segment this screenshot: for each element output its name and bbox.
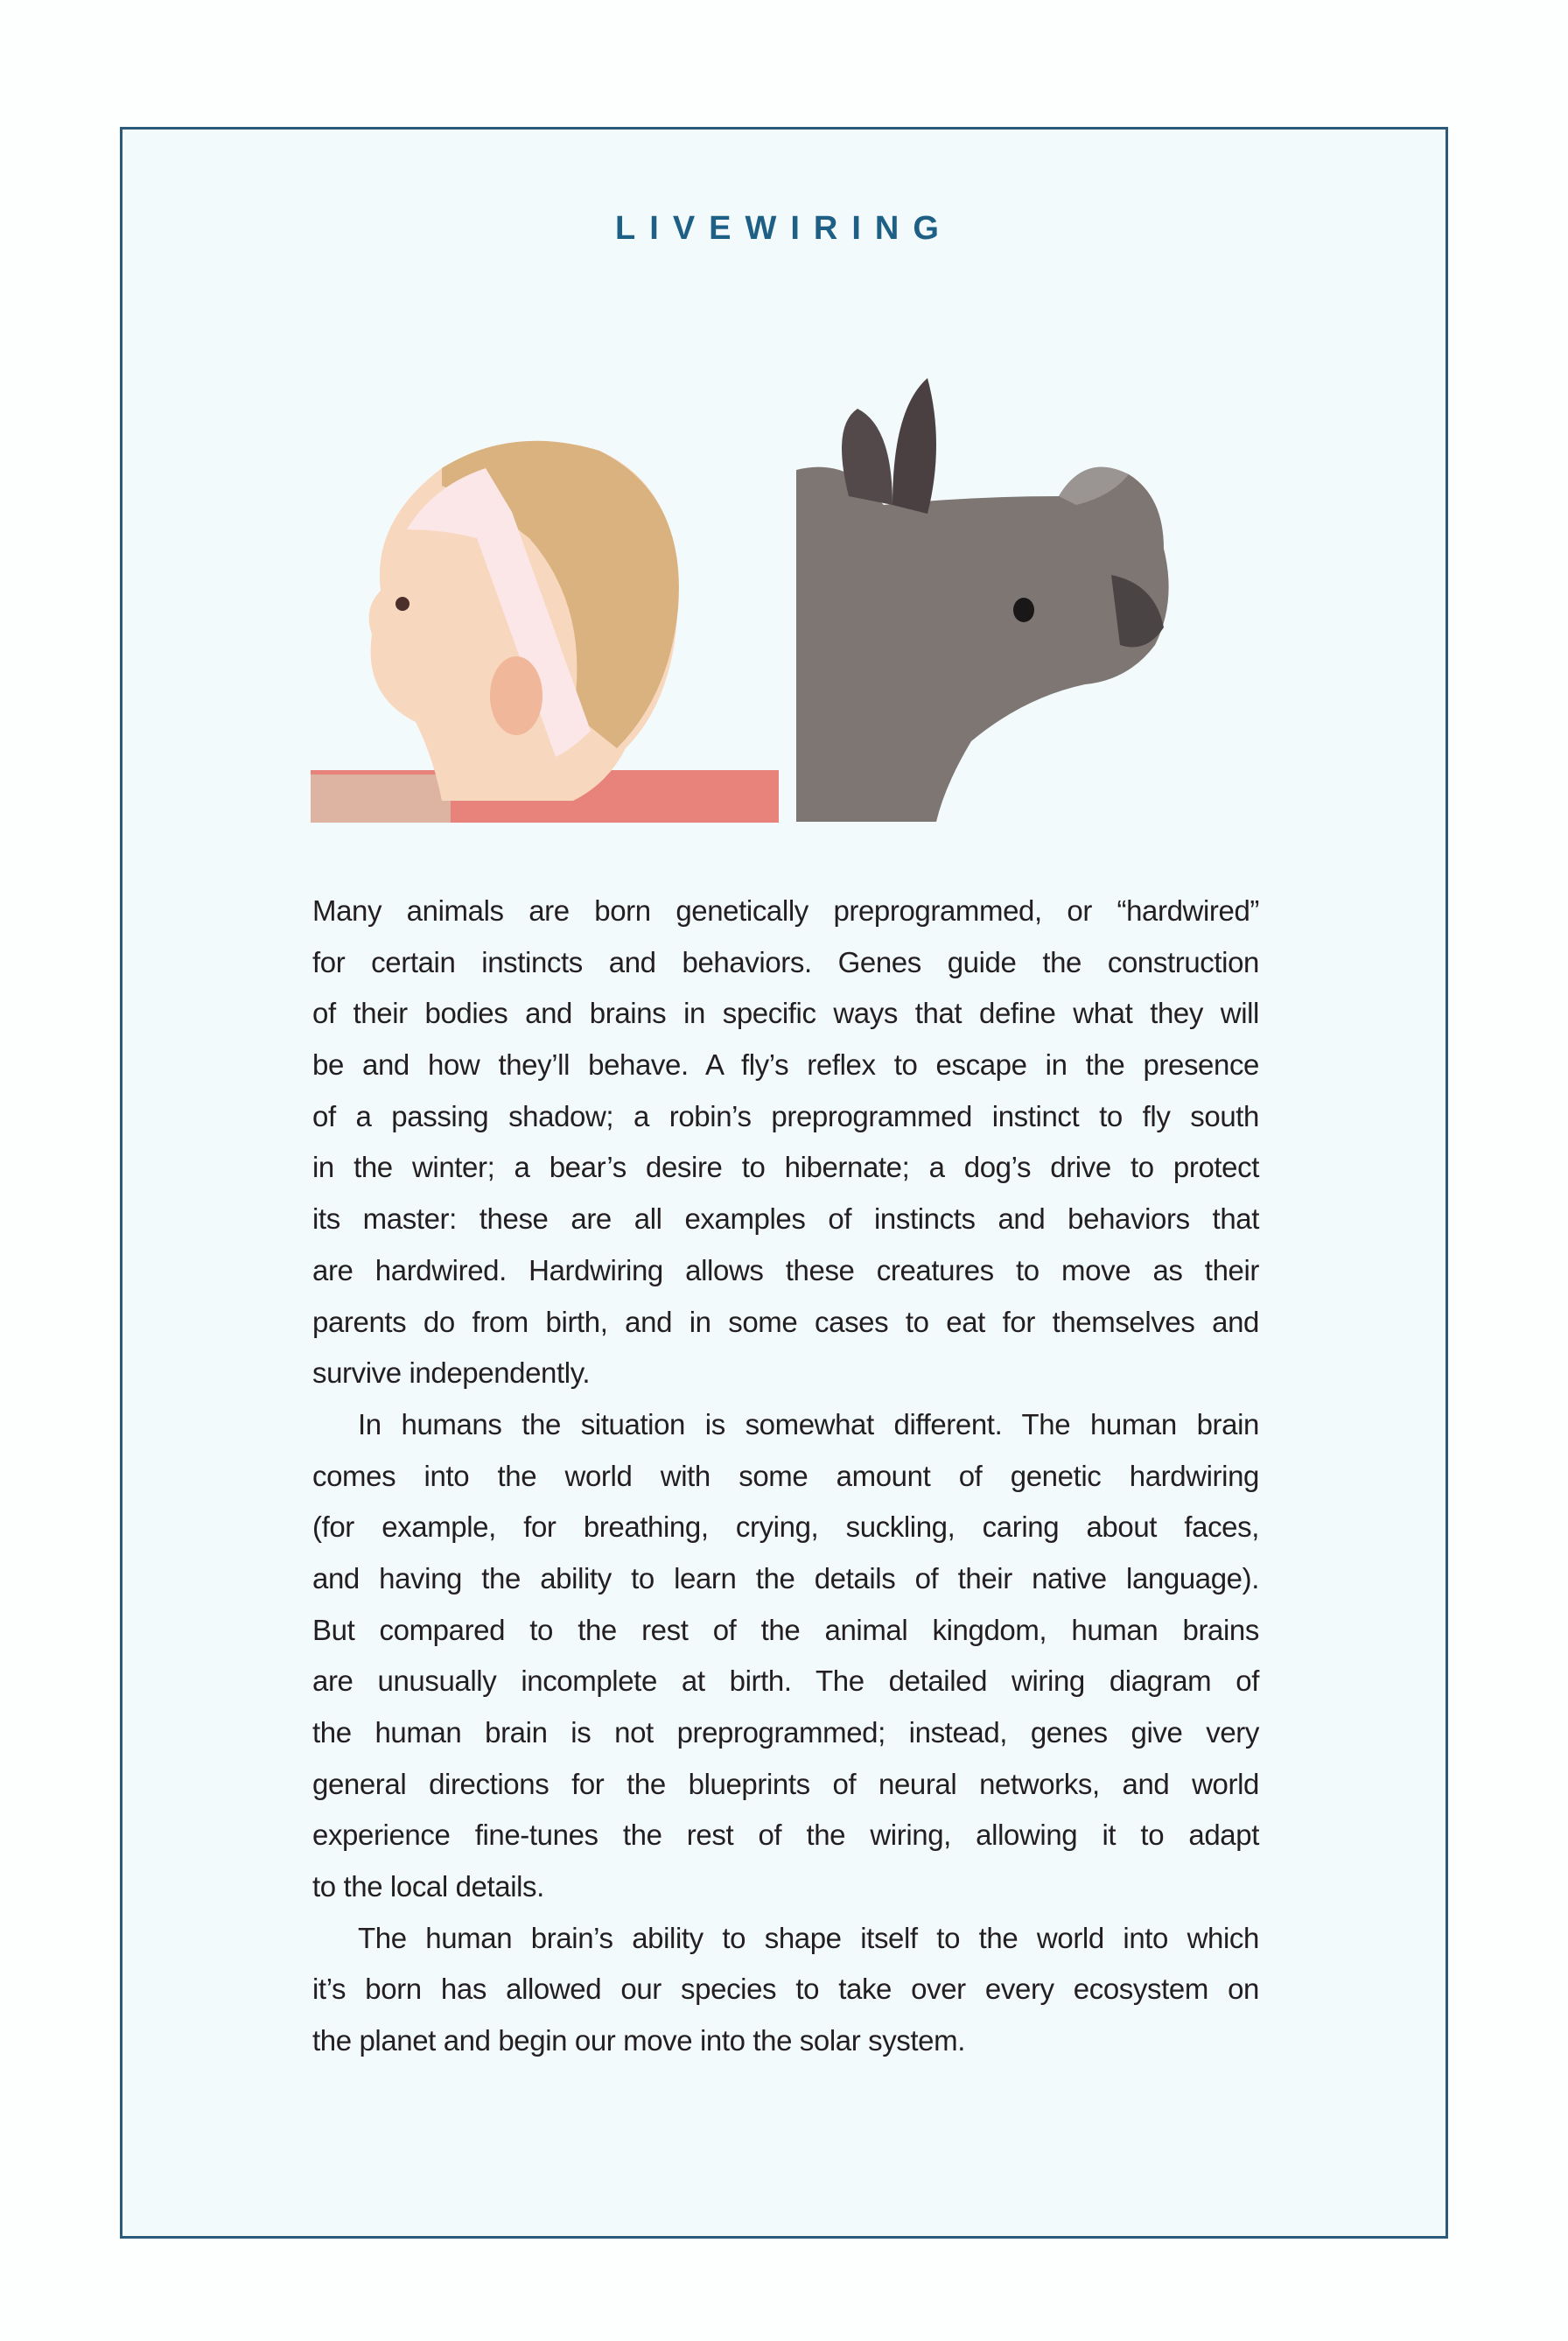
paragraph-1: [312, 886, 1259, 1399]
text-line: general directions for the blueprints of neural networks, and world: [312, 1767, 1259, 1800]
text-line: experience fine-tunes the rest of the wiring, allowing it to adapt: [312, 1819, 1259, 1852]
text-line: in the winter; a bear’s desire to hibernate; a dog’s drive to protect: [312, 1151, 1259, 1184]
text-line: In humans the situation is somewhat different. The human brain: [358, 1407, 1259, 1440]
text-line: and having the ability to learn the details of their native language).: [312, 1561, 1259, 1595]
text-line: (for example, for breathing, crying, suckling, caring about faces,: [312, 1510, 1259, 1544]
text-line: parents do from birth, and in some cases to eat for themselves and: [312, 1305, 1259, 1338]
baby-icon: [311, 441, 779, 823]
page-title: LIVEWIRING: [615, 210, 953, 247]
text-line: of their bodies and brains in specific ways that define what they will: [312, 997, 1259, 1030]
text-line: comes into the world with some amount of genetic hardwiring: [312, 1459, 1259, 1492]
text-line: survive independently.: [312, 1356, 591, 1390]
text-line: But compared to the rest of the animal kingdom, human brains: [312, 1613, 1259, 1646]
paragraph-3: [312, 1913, 1259, 2067]
text-line: its master: these are all examples of instincts and behaviors that: [312, 1202, 1259, 1236]
text-line: are unusually incomplete at birth. The detailed wiring diagram of: [312, 1665, 1259, 1698]
text-line: Many animals are born genetically preprogrammed, or “hardwired”: [312, 894, 1259, 927]
text-line: The human brain’s ability to shape itself to the world into which: [358, 1921, 1259, 1954]
rhino-icon: [796, 378, 1169, 822]
text-line: the planet and begin our move into the solar system.: [312, 2024, 965, 2057]
text-line: for certain instincts and behaviors. Genes guide the construction: [312, 945, 1259, 978]
text-line: it’s born has allowed our species to take over every ecosystem on: [312, 1973, 1259, 2006]
rhino-profile-photo: [796, 374, 1242, 822]
text-line: are hardwired. Hardwiring allows these creatures to move as their: [312, 1253, 1259, 1286]
text-line: be and how they’ll behave. A fly’s reflex to escape in the presence: [312, 1048, 1259, 1082]
baby-profile-photo: [311, 433, 779, 823]
text-line: to the local details.: [312, 1870, 544, 1903]
body-text: [312, 886, 1259, 2067]
paragraph-2: [312, 1399, 1259, 1913]
text-line: the human brain is not preprogrammed; instead, genes give very: [312, 1716, 1259, 1749]
text-line: of a passing shadow; a robin’s preprogrammed instinct to fly south: [312, 1099, 1259, 1132]
